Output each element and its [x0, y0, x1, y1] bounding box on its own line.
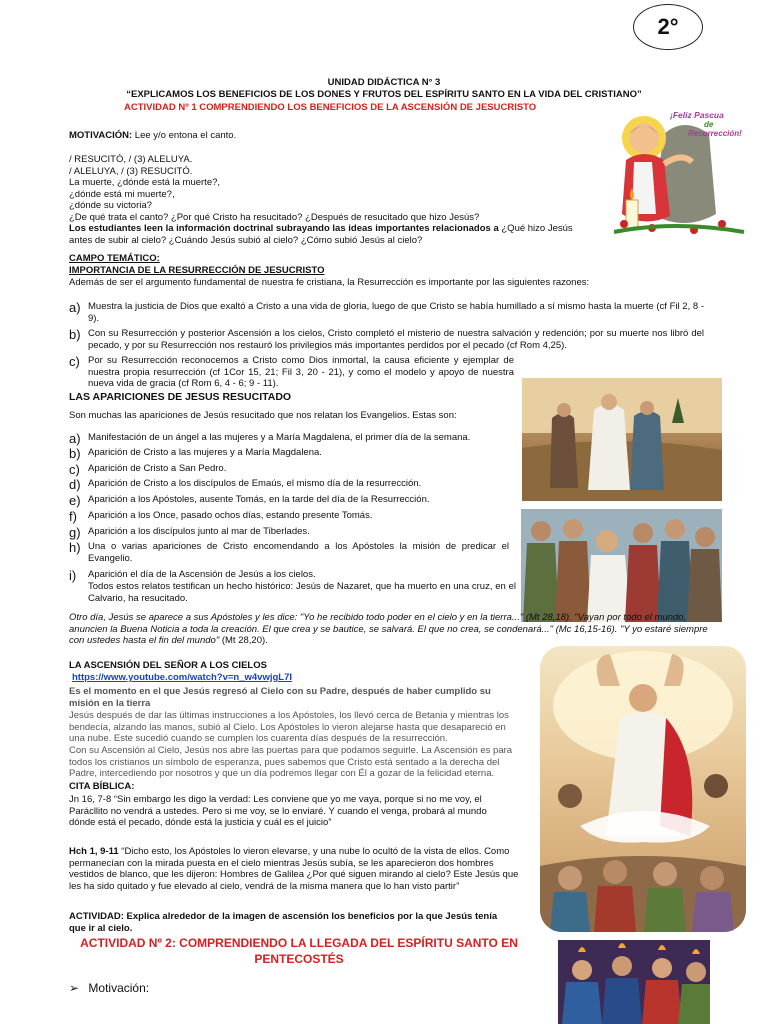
apparition-letter: i) — [69, 568, 77, 583]
unit-theme: “EXPLICAMOS LOS BENEFICIOS DE LOS DONES Y FRUTOS DEL ESPÍRITU SANTO EN LA VIDA DEL CRISTIANO” — [126, 89, 642, 100]
song-lyrics — [69, 154, 589, 247]
apparition-letter: f) — [69, 509, 77, 524]
apparition-text: Aparición de Cristo a San Pedro. — [88, 463, 227, 474]
reason-item — [69, 355, 514, 390]
pentecost-image — [558, 940, 710, 1024]
importance-title: IMPORTANCIA DE LA RESURRECCIÓN DE JESUCRISTO — [69, 265, 325, 276]
apparition-item — [69, 510, 509, 522]
reason-text: Muestra la justicia de Dios que exaltó a Cristo a una vida de gloria, luego de que Cristo se había humillado a sí mismo hasta la muerte (cf Fil 2, 8 - 9). — [88, 301, 704, 324]
reason-item — [69, 328, 704, 351]
apparition-letter: e) — [69, 493, 81, 508]
ascension-image — [540, 646, 746, 932]
song-line: / ALELUYA, / (3) RESUCITÓ. — [69, 165, 193, 177]
song-line: / RESUCITÓ, / (3) ALELUYA. — [69, 154, 193, 165]
activity1-title: ACTIVIDAD Nº 1 COMPRENDIENDO LOS BENEFICIOS DE LA ASCENSIÓN DE JESUCRISTO — [124, 102, 537, 113]
apparition-letter: g) — [69, 525, 81, 540]
apparition-item — [69, 463, 509, 475]
easter-image — [604, 104, 754, 242]
apostles-image — [521, 509, 722, 622]
apparition-letter: c) — [69, 462, 80, 477]
apparition-item — [69, 569, 509, 581]
cita-jn: Jn 16, 7-8 “Sin embargo les digo la verdad: Les conviene que yo me vaya, porque si no me voy, el Parácllito no vendrá a ustedes. Pero si me voy, se lo enviaré. Y cuando el venga, probará al mundo dónde está el pecado, dónde está la justicia y cuál es el juicio” — [69, 794, 487, 829]
ascension-video-link[interactable]: https://www.youtube.com/watch?v=n_w4vwjgL7I — [72, 672, 293, 683]
reason-text: Por su Resurrección reconocemos a Cristo como Dios inmortal, la causa eficiente y ejemplar de nuestra propia resurrección (cf 1Cor 15, 21; Fil 3, 20 - 21), y como el modelo y apoyo de nuestra nueva vida de gracia (cf Rom 6, 4 - 6; 9 - 11). — [88, 355, 514, 390]
cita-hch-text: “Dicho esto, los Apóstoles lo vieron elevarse, y una nube lo ocultó de la vista de ellos. Como permanecían con la mirada puesta en el cielo mientras Jesús subía, se les aparecieron dos hombres vestidos de blanco, que les dijeron: Hombres de Galilea ¿Por qué siguen mirando al cielo? Este Jesús que les ha sido quitado y fue elevado al cielo, vendrá de la misma manera que lo han visto partir” — [69, 846, 519, 892]
apparition-item — [69, 526, 509, 538]
importance-intro: Además de ser el argumento fundamental de nuestra fe cristiana, la Resurrección es importante por las siguientes razones: — [69, 277, 590, 288]
apparition-letter: h) — [69, 540, 81, 555]
song-line: ¿dónde está mi muerte?, — [69, 188, 175, 200]
reason-item — [69, 301, 704, 324]
apparition-item — [69, 432, 509, 444]
apparition-text: Una o varias apariciones de Cristo encomendando a los Apóstoles la misión de predicar el Evangelio. — [88, 541, 509, 564]
ascension-paragraph-2: Con su Ascensión al Cielo, Jesús nos abre las puertas para que podamos seguirle. La Ascensión es para todos los cristianos un símbolo de esperanza, pues sabemos que Cristo está sentado a la derecha del Padre, intercediendo por nosotros y que un día podremos llegar con Él a gozar de la felicidad eterna. — [69, 745, 513, 780]
instruction-line — [69, 223, 577, 246]
activity-instruction: ACTIVIDAD: Explica alrededor de la imagen de ascensión los beneficios por la que Jesús tenía que ir al cielo. — [69, 911, 498, 934]
gospel-quote-ref: (Mt 28,20). — [219, 635, 268, 647]
apparition-text: Aparición a los discípulos junto al mar de Tiberlades. — [88, 526, 310, 537]
apparition-text: Manifestación de un ángel a las mujeres y a María Magdalena, el primer día de la semana. — [88, 432, 471, 443]
cita-title: CITA BÍBLICA: — [69, 781, 135, 792]
arrow-bullet-icon: ➢ — [69, 981, 80, 995]
apparition-letter: b) — [69, 446, 81, 461]
song-line: La muerte, ¿dónde está la muerte?, — [69, 177, 221, 189]
motivation2 — [69, 981, 149, 996]
reason-text: Con su Resurrección y posterior Ascensión a los cielos, Cristo completó el misterio de nuestra salvación y redención; por su muerte nos libró del pecado, y por su Resurrección nos restauró los privilegios más importantes perdidos por el pecado (cf Rom 4,25). — [88, 328, 704, 351]
apparition-text: Aparición de Cristo a las mujeres y a María Magdalena. — [88, 447, 322, 458]
grade-badge: 2° — [633, 4, 703, 50]
reason-letter: a) — [69, 300, 81, 315]
cita-hch-ref: Hch 1, 9-11 — [69, 846, 119, 857]
apparition-letter: a) — [69, 431, 81, 446]
easter-text-3: Resurrección! — [688, 129, 742, 138]
apparition-text: Aparición a los Apóstoles, ausente Tomás, en la tarde del día de la Resurrección. — [88, 494, 430, 505]
apparition-item — [69, 478, 509, 490]
motivation — [69, 130, 236, 142]
motivation-label: MOTIVACIÓN: — [69, 130, 133, 141]
motivation2-label: Motivación: — [88, 981, 150, 995]
instruction-bold: Los estudiantes leen la información doctrinal subrayando las ideas importantes relacionados a — [69, 223, 502, 235]
motivation-text: Lee y/o entona el canto. — [132, 130, 237, 141]
apparitions-title: LAS APARICIONES DE JESUS RESUCITADO — [69, 391, 292, 403]
campo-tematico: CAMPO TEMÁTICO: — [69, 253, 160, 264]
cita-hch — [69, 846, 519, 892]
question-line: ¿De qué trata el canto? ¿Por qué Cristo ha resucitado? ¿Después de resucitado que hizo Jesús? — [69, 211, 480, 223]
gospel-quote — [69, 612, 724, 647]
easter-text-2: de — [704, 120, 714, 129]
apparitions-intro: Son muchas las apariciones de Jesús resucitado que nos relatan los Evangelios. Estas son: — [69, 410, 457, 421]
apparition-item — [69, 447, 509, 459]
ascension-title: LA ASCENSIÓN DEL SEÑOR A LOS CIELOS — [69, 660, 267, 671]
gospel-quote-text: Otro día, Jesús se aparece a sus Apóstoles y les dice: "Yo he recibido todo poder en el cielo y en la tierra..." (Mt 28,18). "Vayan por todo el mundo, anuncien la Buena Noticia a toda la creación. El que crea y se bautice, se salvará. El que no crea, se condenará..." (Mc 16,15-16). "Y yo estaré siempre con ustedes hasta el fin del mundo" — [69, 612, 708, 647]
ascension-bold-text: Es el momento en el que Jesús regresó al Cielo con su Padre, después de haber cumplido su misión en la tierra — [69, 686, 491, 709]
apparition-text: Aparición el día de la Ascensión de Jesús a los cielos. — [88, 569, 316, 580]
activity2-title: ACTIVIDAD Nº 2: COMPRENDIENDO LA LLEGADA DEL ESPÍRITU SANTO EN PENTECOSTÉS — [80, 936, 518, 966]
reason-letter: b) — [69, 327, 81, 342]
apparition-text: Aparición a los Once, pasado ochos días, estando presente Tomás. — [88, 510, 373, 521]
song-line: ¿dónde su victoria? — [69, 200, 152, 212]
apparition-item — [69, 541, 509, 564]
unit-title: UNIDAD DIDÁCTICA N° 3 — [327, 77, 441, 88]
apparition-text: Aparición de Cristo a los discípulos de Emaús, el mismo día de la resurrección. — [88, 478, 422, 489]
easter-text-1: ¡Feliz Pascua — [670, 110, 724, 120]
emmaus-image — [522, 378, 722, 501]
apparitions-note: Todos estos relatos testifican un hecho histórico: Jesús de Nazaret, que ha muerto en una cruz, en el Calvario, ha resucitado. — [88, 581, 516, 604]
instruction-rest: ¿Qué hizo Jesús antes de subir al cielo? ¿Cuándo Jesús subió al cielo? ¿Cómo subió Jesús al cielo? — [69, 223, 573, 247]
apparition-item — [69, 494, 509, 506]
ascension-paragraph-1: Jesús después de dar las últimas instrucciones a los Apóstoles, los llevó cerca de Betania y mientras los bendecía, alzando las manos, subió al Cielo. Los Apóstoles lo vieron alejarse hasta que desapareció en una nube. Este sucedió cuando se cumplen los cuarenta días después de la resurrección. — [69, 710, 509, 745]
reason-letter: c) — [69, 354, 80, 369]
apparition-letter: d) — [69, 477, 81, 492]
